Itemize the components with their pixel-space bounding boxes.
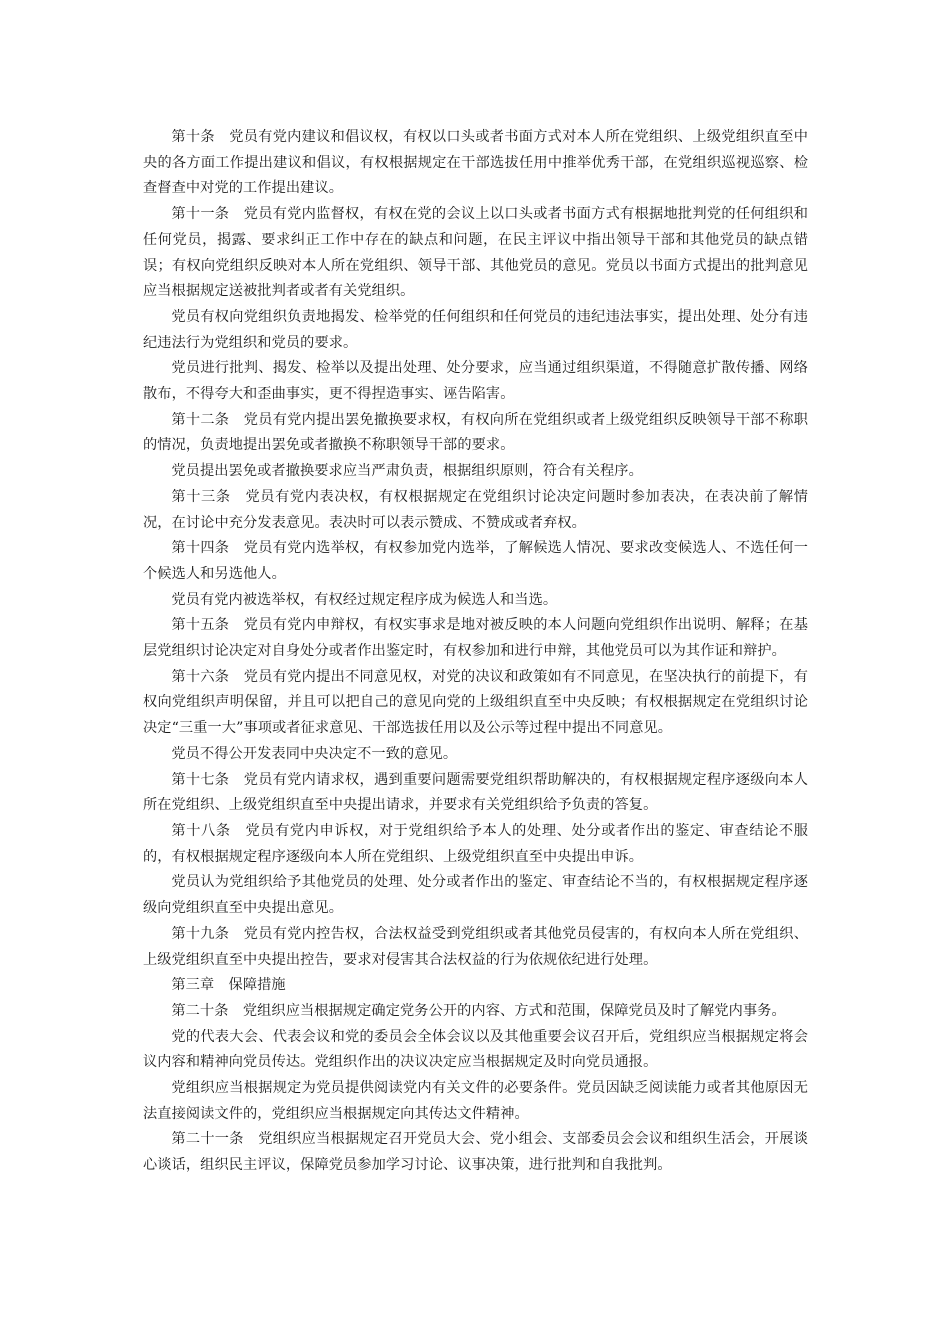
- paragraph: 党的代表大会、代表会议和党的委员会全体会议以及其他重要会议召开后，党组织应当根据规定将会议内容和精神向党员传达。党组织作出的决议决定应当根据规定及时向党员通报。: [143, 1028, 808, 1071]
- paragraph-article-19: 第十九条 党员有党内控告权，合法权益受到党组织或者其他党员侵害的，有权向本人所在党组织、上级党组织直至中央提出控告，要求对侵害其合法权益的行为依规依纪进行处理。: [143, 925, 808, 968]
- paragraph-article-20: 第二十条 党组织应当根据规定确定党务公开的内容、方式和范围，保障党员及时了解党内事务。: [171, 1002, 786, 1019]
- paragraph-article-13: 第十三条 党员有党内表决权，有权根据规定在党组织讨论决定问题时参加表决，在表决前了解情况，在讨论中充分发表意见。表决时可以表示赞成、不赞成或者弃权。: [143, 488, 808, 531]
- paragraph: 党员有权向党组织负责地揭发、检举党的任何组织和任何党员的违纪违法事实，提出处理、处分有违纪违法行为党组织和党员的要求。: [143, 308, 808, 351]
- paragraph-article-15: 第十五条 党员有党内申辩权，有权实事求是地对被反映的本人问题向党组织作出说明、解释；在基层党组织讨论决定对自身处分或者作出鉴定时，有权参加和进行申辩，其他党员可以为其作证和辩护。: [143, 617, 808, 660]
- paragraph: 党员不得公开发表同中央决定不一致的意见。: [171, 745, 458, 762]
- paragraph-article-16: 第十六条 党员有党内提出不同意见权，对党的决议和政策如有不同意见，在坚决执行的前提下，有权向党组织声明保留，并且可以把自己的意见向党的上级组织直至中央反映；有权根据规定在党组织讨论决定“三重一大”事项或者征求意见、干部选拔任用以及公示等过程中提出不同意见。: [143, 668, 808, 737]
- paragraph: 党员进行批判、揭发、检举以及提出处理、处分要求，应当通过组织渠道，不得随意扩散传播、网络散布，不得夸大和歪曲事实，更不得捏造事实、诬告陷害。: [143, 360, 808, 403]
- paragraph-article-12: 第十二条 党员有党内提出罢免撤换要求权，有权向所在党组织或者上级党组织反映领导干部不称职的情况，负责地提出罢免或者撤换不称职领导干部的要求。: [143, 411, 808, 454]
- paragraph: 党组织应当根据规定为党员提供阅读党内有关文件的必要条件。党员因缺乏阅读能力或者其他原因无法直接阅读文件的，党组织应当根据规定向其传达文件精神。: [143, 1080, 808, 1122]
- chapter-heading: 第三章 保障措施: [171, 977, 286, 994]
- paragraph-article-14: 第十四条 党员有党内选举权，有权参加党内选举，了解候选人情况、要求改变候选人、不选任何一个候选人和另选他人。: [143, 540, 808, 582]
- paragraph-article-10: 第十条 党员有党内建议和倡议权，有权以口头或者书面方式对本人所在党组织、上级党组织直至中央的各方面工作提出建议和倡议，有权根据规定在干部选拔任用中推举优秀干部，在党组织巡视巡察、检查督查中对党的工作提出建议。: [143, 129, 808, 197]
- document-body: [143, 125, 808, 1179]
- paragraph-article-17: 第十七条 党员有党内请求权，遇到重要问题需要党组织帮助解决的，有权根据规定程序逐级向本人所在党组织、上级党组织直至中央提出请求，并要求有关党组织给予负责的答复。: [143, 771, 808, 814]
- paragraph-article-21: 第二十一条 党组织应当根据规定召开党员大会、党小组会、支部委员会会议和组织生活会，开展谈心谈话，组织民主评议，保障党员参加学习讨论、议事决策，进行批判和自我批判。: [143, 1131, 808, 1174]
- paragraph: 党员有党内被选举权，有权经过规定程序成为候选人和当选。: [171, 591, 558, 608]
- paragraph-article-18: 第十八条 党员有党内申诉权，对于党组织给予本人的处理、处分或者作出的鉴定、审查结论不服的，有权根据规定程序逐级向本人所在党组织、上级党组织直至中央提出申诉。: [143, 822, 808, 865]
- paragraph-article-11: 第十一条 党员有党内监督权，有权在党的会议上以口头或者书面方式有根据地批判党的任何组织和任何党员，揭露、要求纠正工作中存在的缺点和问题，在民主评议中指出领导干部和其他党员的缺点错误；有权向党组织反映对本人所在党组织、领导干部、其他党员的意见。党员以书面方式提出的批判意见应当根据规定送被批判者或者有关党组织。: [143, 206, 808, 300]
- paragraph: 党员提出罢免或者撤换要求应当严肃负责，根据组织原则，符合有关程序。: [171, 463, 643, 480]
- paragraph: 党员认为党组织给予其他党员的处理、处分或者作出的鉴定、审查结论不当的，有权根据规定程序逐级向党组织直至中央提出意见。: [143, 874, 808, 917]
